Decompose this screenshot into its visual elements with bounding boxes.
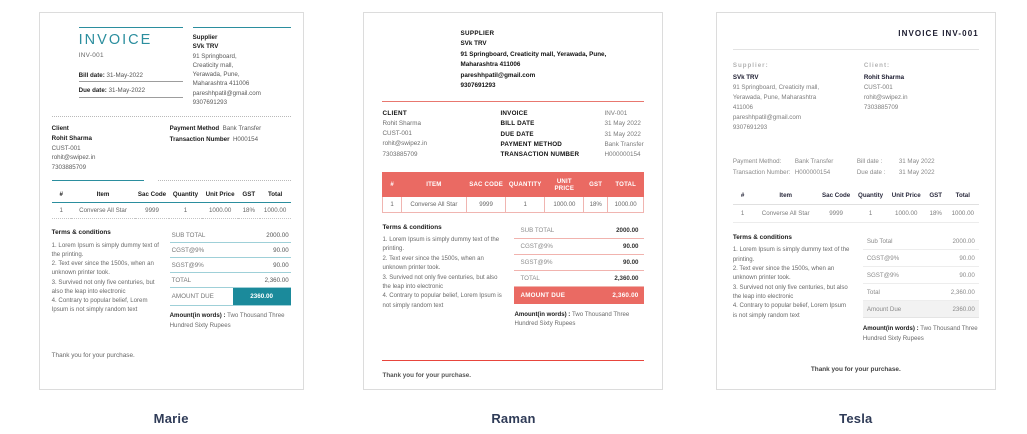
transaction-number-row [500, 150, 644, 160]
transaction-number-value: H000000154 [794, 168, 831, 176]
bill-date-value: 31 May 2022 [604, 120, 641, 128]
thank-you-note: Thank you for your purchase. [51, 351, 135, 359]
amount-due-row [863, 301, 979, 318]
bill-date-label: Bill date : [856, 158, 883, 166]
cell-unit-price: 1000.00 [545, 197, 584, 213]
cell-sac-code: 9999 [135, 203, 168, 219]
marie-dates [79, 72, 183, 98]
thank-you-note: Thank you for your purchase. [382, 372, 472, 379]
client-email: rohit@swipez.in [382, 140, 428, 148]
payment-method-label: Payment Method [169, 125, 220, 133]
col-sac-code: Sac Code [135, 191, 168, 203]
client-phone: 7303885709 [382, 150, 418, 158]
amount-in-words-label: Amount(in words) : [862, 325, 919, 333]
amount-due-label: Amount Due [866, 305, 902, 313]
terms-line: 1. Lorem Ipsum is simply dummy text of the printing. [51, 242, 160, 259]
table-header-row [52, 191, 291, 203]
col-sac-code: SAC CODE [467, 173, 506, 197]
marie-lower-row [52, 228, 291, 329]
col-item: ITEM [401, 173, 466, 197]
sub-total-label: SUB TOTAL [520, 227, 555, 235]
supplier-email: pareshhpatil@gmail.com [192, 89, 261, 97]
cgst-row [514, 239, 644, 255]
transaction-number-row [733, 168, 857, 179]
marie-parties-row [52, 124, 291, 172]
terms-title: Terms & conditions [51, 229, 111, 237]
due-date-label: DUE DATE [500, 130, 534, 138]
payment-left-col [733, 157, 857, 178]
invoice-label: INVOICE [500, 110, 528, 118]
amount-due-row [170, 288, 291, 306]
sub-total-label: Sub Total [866, 237, 893, 245]
client-name: Rohit Sharma [51, 134, 92, 142]
terms-line: 4. Contrary to popular belief, Lorem Ipsum is not simply random text [732, 303, 847, 319]
sgst-value: 90.00 [623, 259, 639, 267]
cell-sac-code: 9999 [819, 205, 853, 223]
col-item: Item [752, 192, 818, 205]
template-label-tesla: Tesla [839, 411, 873, 426]
total-label: TOTAL [520, 275, 540, 283]
supplier-address-line-1: 91 Springboard, Creaticity mall, Yerawada, Pune, [460, 50, 607, 58]
divider-accent [52, 180, 144, 181]
supplier-address-line-1: 91 Springboard, [192, 52, 237, 60]
totals-block [514, 223, 644, 328]
cell-gst: 18% [584, 197, 607, 213]
col-unit-price: Unit Price [202, 191, 238, 203]
due-date-label: Due date : [856, 168, 886, 176]
amount-due-value: 2360.00 [952, 305, 975, 313]
amount-due-value: 2,360.00 [612, 292, 639, 300]
supplier-name: SVk TRV [732, 74, 759, 82]
sub-total-row [514, 223, 644, 239]
client-name: Rohit Sharma [382, 120, 421, 128]
client-email: rohit@swipez.in [863, 94, 908, 102]
invoice-preview-tesla[interactable] [716, 12, 996, 390]
divider [52, 116, 291, 117]
items-table [733, 192, 979, 223]
cell-unit-price: 1000.00 [888, 205, 925, 223]
divider [382, 360, 644, 361]
template-card-raman[interactable] [342, 0, 684, 434]
terms-line: 2. Text ever since the 1500s, when an unknown printer took. [732, 266, 835, 282]
payment-method-value: Bank Transfer [604, 140, 644, 148]
items-table [382, 172, 644, 213]
bill-date-value: 31-May-2022 [106, 71, 143, 79]
supplier-address-line-1: 91 Springboard, Creaticity mall, [732, 84, 820, 92]
supplier-email: pareshhpatil@gmail.com [460, 71, 536, 79]
supplier-label: Supplier [192, 34, 218, 41]
client-code: CUST-001 [382, 130, 412, 138]
supplier-label: SUPPLIER [460, 30, 495, 37]
bill-date-label: Bill date: [78, 71, 105, 79]
cgst-row [170, 243, 291, 258]
divider [52, 180, 291, 181]
col-total: TOTAL [607, 173, 644, 197]
terms-block [382, 223, 502, 328]
due-date-value: 31 May 2022 [604, 130, 641, 138]
client-code: CUST-001 [863, 84, 893, 92]
supplier-address-line-2: Yerawada, Pune, Maharashtra [732, 94, 817, 102]
payment-method-value: Bank Transfer [222, 125, 262, 133]
terms-line: 3. Survived not only five centuries, but also the leap into electronic [382, 274, 498, 290]
table-row [733, 205, 979, 223]
total-value: 2,360.00 [264, 276, 289, 284]
payment-block [733, 157, 979, 178]
cell-index: 1 [383, 197, 401, 213]
bill-date-label: BILL DATE [500, 120, 535, 128]
col-unit-price: UNIT PRICE [545, 173, 584, 197]
supplier-name: SVk TRV [192, 43, 219, 51]
col-index: # [52, 191, 71, 203]
terms-block [52, 228, 160, 329]
sgst-row [863, 267, 979, 284]
bill-date-value: 31 May 2022 [898, 158, 935, 166]
cgst-label: CGST@9% [171, 246, 205, 254]
transaction-number-label: TRANSACTION NUMBER [500, 151, 580, 158]
client-label: Client [51, 125, 69, 133]
supplier-phone: 9307691293 [460, 81, 496, 89]
template-card-tesla[interactable] [685, 0, 1027, 434]
amount-in-words [170, 311, 291, 329]
amount-in-words-label: Amount(in words) : [514, 311, 571, 319]
terms-title: Terms & conditions [382, 224, 442, 232]
due-date-value: 31 May 2022 [898, 168, 935, 176]
amount-due-row [514, 287, 644, 304]
invoice-preview-marie[interactable] [39, 12, 304, 390]
cell-total: 1000.00 [607, 197, 644, 213]
supplier-phone: 9307691293 [192, 99, 228, 107]
divider [382, 101, 644, 102]
total-row [514, 271, 644, 287]
supplier-block [733, 61, 848, 133]
terms-line: 1. Lorem Ipsum is simply dummy text of the printing. [732, 247, 850, 263]
amount-in-words-value: Two Thousand Three Hundred Sixty Rupees [862, 325, 978, 342]
supplier-block [460, 29, 644, 91]
cell-index: 1 [733, 205, 753, 223]
cgst-label: CGST@9% [520, 243, 553, 251]
cgst-row [863, 250, 979, 267]
page-title: INVOICE [78, 32, 153, 48]
cell-quantity: 1 [506, 197, 545, 213]
col-total: Total [947, 192, 979, 205]
terms-line: 1. Lorem Ipsum is simply dummy text of the printing. [382, 237, 500, 253]
terms-line: 3. Survived not only five centuries, but also the leap into electronic [732, 284, 848, 301]
terms-line: 2. Text ever since the 1500s, when an unknown printer took. [51, 260, 154, 277]
amount-in-words-value: Two Thousand Three Hundred Sixty Rupees [169, 312, 285, 329]
client-block [864, 61, 979, 133]
due-date-row [79, 87, 183, 98]
total-value: 2,360.00 [614, 275, 639, 283]
table-row [52, 203, 291, 219]
total-label: TOTAL [171, 276, 192, 284]
col-index: # [733, 192, 753, 205]
sgst-row [170, 258, 291, 273]
terms-line: 4. Contrary to popular belief, Lorem Ipsum is not simply random text [382, 293, 502, 309]
due-date-value: 31-May-2022 [108, 87, 146, 95]
invoice-number-row [500, 109, 644, 119]
raman-lower-row [382, 223, 644, 328]
bill-date-row [857, 157, 935, 168]
table-header-row [383, 173, 644, 197]
cell-quantity: 1 [169, 203, 202, 219]
template-card-marie[interactable] [0, 0, 342, 434]
payment-method-label: Payment Method: [732, 158, 782, 166]
sgst-label: SGST@9% [171, 261, 204, 269]
col-total: Total [260, 191, 291, 203]
table-row [383, 197, 644, 213]
total-value: 2,360.00 [950, 288, 975, 296]
amount-due-value: 2360.00 [233, 288, 291, 305]
cell-gst: 18% [238, 203, 260, 219]
sgst-value: 90.00 [273, 261, 289, 269]
page-title: INVOICE INV-001 [898, 29, 979, 38]
client-phone: 7303885709 [863, 104, 899, 112]
col-quantity: Quantity [853, 192, 887, 205]
supplier-email: pareshhpatil@gmail.com [732, 114, 801, 122]
client-label: Client: [863, 62, 891, 69]
terms-title: Terms & conditions [732, 234, 792, 242]
cell-gst: 18% [925, 205, 947, 223]
terms-line: 4. Contrary to popular belief, Lorem Ipsum is not simply random text [51, 296, 148, 314]
terms-line: 2. Text ever since the 1500s, when an unknown printer took. [382, 255, 484, 272]
amount-in-words-value: Two Thousand Three Hundred Sixty Rupees [514, 311, 630, 328]
cgst-value: 90.00 [959, 254, 975, 262]
template-label-raman: Raman [491, 411, 536, 426]
sub-total-label: SUB TOTAL [171, 231, 206, 239]
col-gst: GST [925, 192, 947, 205]
divider [733, 49, 979, 50]
bill-date-row [500, 119, 644, 129]
due-date-label: Due date: [78, 87, 107, 95]
amount-in-words [514, 310, 644, 328]
cell-unit-price: 1000.00 [202, 203, 238, 219]
cell-total: 1000.00 [947, 205, 979, 223]
client-block [382, 109, 500, 160]
client-email: rohit@swipez.in [51, 154, 96, 162]
terms-block [733, 233, 851, 342]
due-date-row [857, 168, 935, 179]
amount-in-words [863, 324, 979, 342]
supplier-address-line-3: 411006 [732, 104, 753, 112]
supplier-name: SVk TRV [460, 40, 487, 48]
col-sac-code: Sac Code [819, 192, 853, 205]
client-code: CUST-001 [51, 144, 81, 152]
marie-header [52, 27, 291, 107]
invoice-preview-raman[interactable] [363, 12, 663, 390]
supplier-address-line-3: Yerawada, Pune, [192, 71, 240, 79]
tesla-parties-row [733, 61, 979, 133]
table-header-row [733, 192, 979, 205]
due-date-row [500, 130, 644, 140]
cgst-value: 90.00 [623, 243, 639, 251]
cgst-label: CGST@9% [866, 254, 900, 262]
transaction-number-label: Transaction Number [169, 136, 230, 144]
amount-due-label: AMOUNT DUE [171, 293, 214, 301]
cell-total: 1000.00 [260, 203, 291, 219]
supplier-label: Supplier: [732, 62, 769, 69]
totals-block [170, 228, 291, 329]
invoice-number: INV-001 [604, 110, 628, 118]
total-row [170, 273, 291, 288]
sgst-value: 90.00 [959, 271, 975, 279]
payment-block [170, 124, 291, 172]
amount-due-label: AMOUNT DUE [520, 292, 566, 300]
supplier-phone: 9307691293 [732, 124, 768, 132]
totals-block [863, 233, 979, 342]
tesla-lower-row [733, 233, 979, 342]
cell-index: 1 [52, 203, 71, 219]
sub-total-value: 2000.00 [952, 237, 975, 245]
cell-item: Converse All Star [71, 203, 136, 219]
col-item: Item [71, 191, 136, 203]
supplier-address-line-2: Creaticity mall, [192, 61, 234, 69]
payment-right-col [857, 157, 935, 178]
transaction-number-label: Transaction Number: [732, 168, 791, 176]
sub-total-row [170, 228, 291, 243]
transaction-number-value: H000154 [232, 136, 259, 144]
client-label: CLIENT [382, 110, 408, 118]
invoice-meta-block [500, 109, 644, 160]
supplier-block [193, 27, 291, 107]
transaction-number-row [170, 135, 291, 146]
sub-total-value: 2000.00 [266, 231, 289, 239]
marie-header-left [79, 27, 183, 107]
col-gst: GST [584, 173, 607, 197]
sgst-label: SGST@9% [866, 271, 899, 279]
client-block [52, 124, 156, 172]
total-row [863, 284, 979, 301]
col-unit-price: Unit Price [888, 192, 925, 205]
supplier-address-line-2: Maharashtra 411006 [460, 61, 521, 69]
col-gst: GST [238, 191, 260, 203]
payment-method-value: Bank Transfer [794, 158, 834, 166]
cell-item: Converse All Star [752, 205, 818, 223]
cell-quantity: 1 [853, 205, 887, 223]
cell-sac-code: 9999 [467, 197, 506, 213]
raman-parties-row [382, 109, 644, 160]
cell-item: Converse All Star [401, 197, 466, 213]
sub-total-row [863, 233, 979, 250]
client-name: Rohit Sharma [863, 74, 905, 82]
terms-line: 3. Survived not only five centuries, but also the leap into electronic [51, 278, 155, 295]
col-quantity: QUANTITY [506, 173, 545, 197]
template-label-marie: Marie [153, 411, 189, 426]
payment-method-row [500, 140, 644, 150]
sgst-label: SGST@9% [520, 259, 553, 267]
thank-you-note: Thank you for your purchase. [810, 366, 901, 373]
col-quantity: Quantity [169, 191, 202, 203]
col-index: # [383, 173, 401, 197]
amount-in-words-label: Amount(in words) : [169, 312, 226, 320]
payment-method-row [170, 124, 291, 135]
total-label: Total [866, 288, 880, 296]
payment-method-row [733, 157, 857, 168]
items-table [52, 191, 291, 219]
cgst-value: 90.00 [273, 246, 289, 254]
supplier-address-line-4: Maharashtra 411006 [192, 80, 250, 88]
bill-date-row [79, 72, 183, 83]
payment-method-label: PAYMENT METHOD [500, 140, 563, 148]
sgst-row [514, 255, 644, 271]
invoice-number: INV-001 [78, 51, 104, 59]
divider-dotted [158, 180, 291, 181]
client-phone: 7303885709 [51, 163, 87, 171]
transaction-number-value: H000000154 [604, 151, 641, 158]
sub-total-value: 2000.00 [616, 227, 639, 235]
